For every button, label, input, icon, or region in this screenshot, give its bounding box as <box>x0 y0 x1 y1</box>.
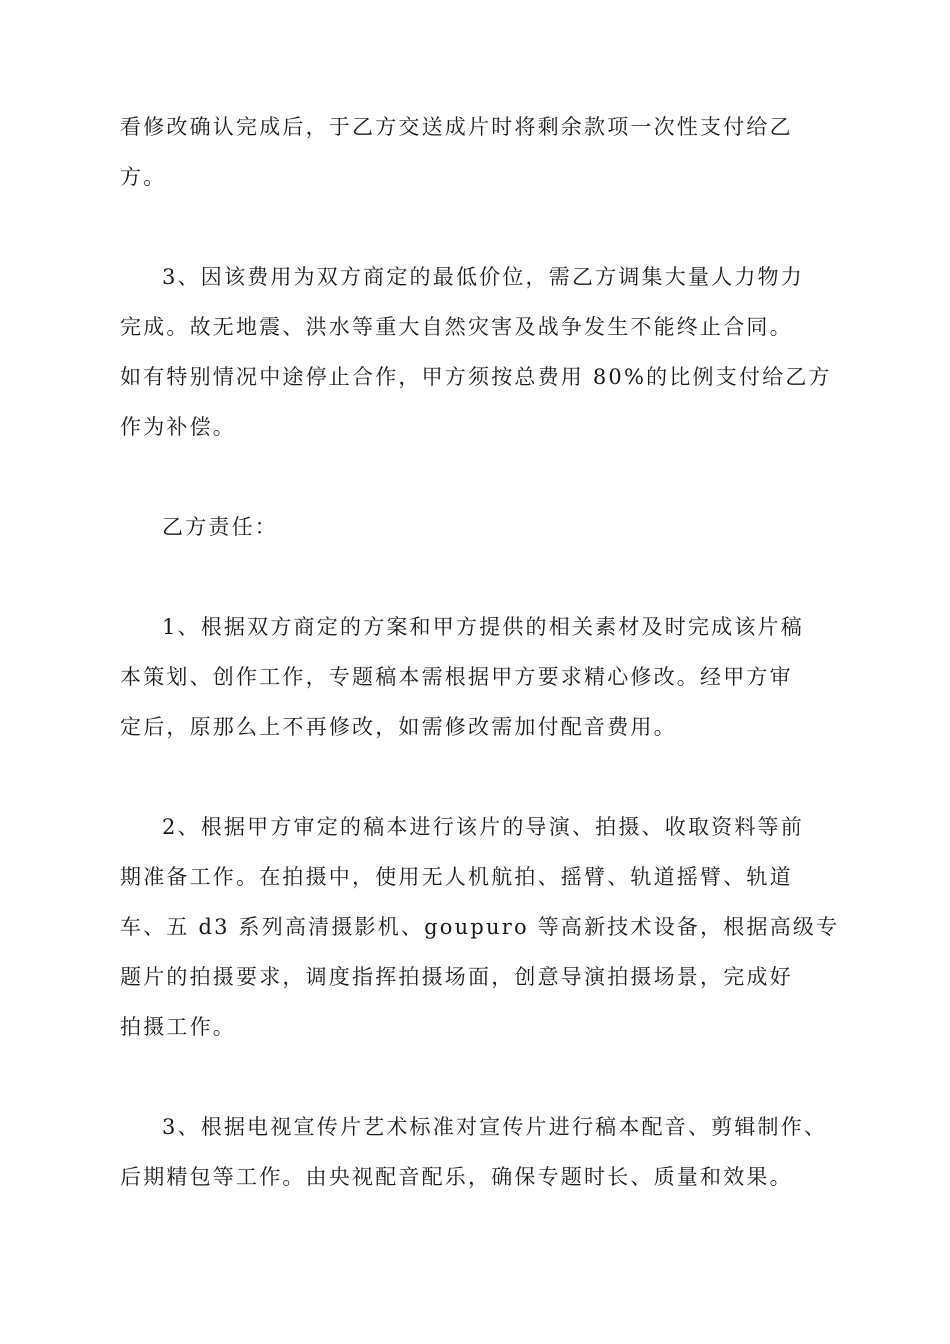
text-line: 车、五 d3 系列高清摄影机、goupuro 等高新技术设备，根据高级专 <box>120 915 840 939</box>
text-line: 定后，原那么上不再修改，如需修改需加付配音费用。 <box>120 715 677 739</box>
text-line: 方。 <box>120 165 167 189</box>
text-line: 如有特别情况中途停止合作，甲方须按总费用 80%的比例支付给乙方 <box>120 365 832 389</box>
text-line: 题片的拍摄要求，调度指挥拍摄场面，创意导演拍摄场景，完成好 <box>120 965 793 989</box>
text-line: 期准备工作。在拍摄中，使用无人机航拍、摇臂、轨道摇臂、轨道 <box>120 865 793 889</box>
text-line: 本策划、创作工作，专题稿本需根据甲方要求精心修改。经甲方审 <box>120 665 793 689</box>
text-line: 看修改确认完成后，于乙方交送成片时将剩余款项一次性支付给乙 <box>120 115 793 139</box>
text-line: 作为补偿。 <box>120 415 236 439</box>
text-line: 后期精包等工作。由央视配音配乐，确保专题时长、质量和效果。 <box>120 1165 793 1189</box>
text-line: 3、根据电视宣传片艺术标准对宣传片进行稿本配音、剪辑制作、 <box>162 1115 828 1139</box>
text-line: 2、根据甲方审定的稿本进行该片的导演、拍摄、收取资料等前 <box>162 815 804 839</box>
text-line: 3、因该费用为双方商定的最低价位，需乙方调集大量人力物力 <box>162 265 804 289</box>
section-heading-text: 乙方责任： <box>162 515 278 539</box>
text-line: 1、根据双方商定的方案和甲方提供的相关素材及时完成该片稿 <box>162 615 804 639</box>
text-line: 完成。故无地震、洪水等重大自然灾害及战争发生不能终止合同。 <box>120 315 793 339</box>
text-line: 拍摄工作。 <box>120 1015 236 1039</box>
